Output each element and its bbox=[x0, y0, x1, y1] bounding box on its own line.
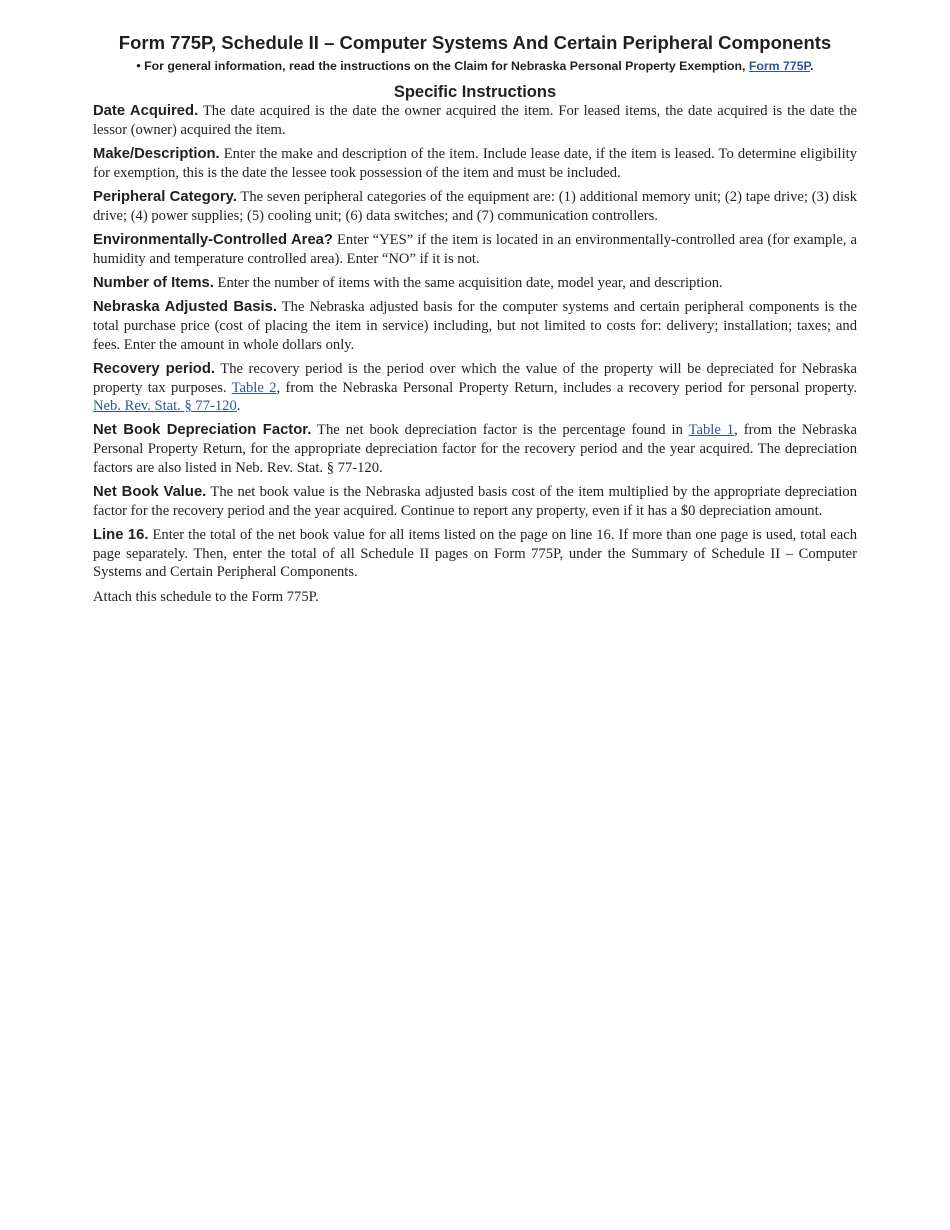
instruction-term: Date Acquired. bbox=[93, 103, 199, 119]
instruction-text: Enter the number of items with the same acquisition date, model year, and description. bbox=[213, 274, 723, 291]
environmentally-controlled-instruction bbox=[93, 231, 857, 268]
instruction-text: The Nebraska adjusted basis for the computer systems and certain peripheral components is the total purchase price (cost of placing the item in service) including, but not limited to costs for: delivery; installation; taxes; and fees. Enter the amount in whole dollars only. bbox=[93, 299, 857, 353]
attach-schedule-note: Attach this schedule to the Form 775P. bbox=[93, 588, 319, 605]
general-note-text: • For general information, read the instructions on the Claim for Nebraska Personal Property Exemption, bbox=[136, 59, 749, 73]
adjusted-basis-instruction bbox=[93, 298, 857, 354]
instruction-text: The net book value is the Nebraska adjusted basis cost of the item multiplied by the appropriate depreciation factor for the recovery period and the year acquired. Continue to report any property, even if it has a $0 depreciation amount. bbox=[93, 484, 857, 519]
instructions-page bbox=[93, 31, 857, 612]
instruction-term: Make/Description. bbox=[93, 145, 220, 162]
instruction-text: The date acquired is the date the owner acquired the item. For leased items, the date acquired is the date the lessor (owner) acquired the item. bbox=[93, 103, 858, 138]
instruction-text: The net book depreciation factor is the percentage found in bbox=[311, 422, 689, 439]
form-775p-link[interactable]: Form 775P bbox=[748, 59, 811, 73]
instruction-term: Peripheral Category. bbox=[93, 188, 237, 205]
instruction-term: Net Book Depreciation Factor. bbox=[93, 422, 312, 439]
instruction-text: The recovery period is the period over which the value of the property will be depreciated for Nebraska property tax purposes. bbox=[93, 360, 857, 396]
date-acquired-instruction bbox=[93, 102, 857, 139]
general-information-note bbox=[93, 58, 857, 74]
instruction-text: , from the Nebraska Personal Property Return, includes a recovery period for personal property. bbox=[276, 379, 858, 396]
form-title: Form 775P, Schedule II – Computer Systems And Certain Peripheral Components bbox=[118, 32, 832, 53]
make-description-instruction bbox=[93, 145, 857, 182]
instruction-text: Enter the total of the net book value for all items listed on the page on line 16. If more than one page is used, total each page separately. Then, enter the total of all Schedule II pages on Form 775P, under the Summary of Schedule II – Computer Systems and Certain Peripheral Components. bbox=[93, 527, 857, 581]
instruction-term: Nebraska Adjusted Basis. bbox=[93, 299, 277, 316]
instruction-term: Environmentally-Controlled Area? bbox=[93, 231, 333, 248]
table-1-link[interactable]: Table 1 bbox=[688, 422, 735, 439]
line-16-instruction bbox=[93, 526, 857, 582]
net-book-value-instruction bbox=[93, 483, 857, 520]
number-of-items-instruction bbox=[93, 274, 857, 293]
instruction-term: Recovery period. bbox=[93, 360, 215, 377]
instruction-term: Line 16. bbox=[93, 527, 149, 544]
instruction-text: The seven peripheral categories of the equipment are: (1) additional memory unit; (2) tape drive; (3) disk drive; (4) power supplies; (5) cooling unit; (6) data switches; and (7) communication controllers. bbox=[93, 188, 857, 224]
instructions-list bbox=[93, 102, 857, 606]
section-title: Specific Instructions bbox=[393, 83, 557, 101]
instruction-text: . bbox=[236, 398, 241, 415]
instruction-term: Number of Items. bbox=[93, 274, 214, 291]
instruction-text: Enter the make and description of the item. Include lease date, if the item is leased. To determine eligibility for exemption, this is the date the lessee took possession of the item and must be included. bbox=[93, 145, 857, 181]
peripheral-category-instruction bbox=[93, 188, 857, 225]
table-2-link[interactable]: Table 2 bbox=[231, 379, 277, 396]
statute-link[interactable]: Neb. Rev. Stat. § 77-120 bbox=[93, 398, 237, 415]
instruction-text: Enter “YES” if the item is located in an environmentally-controlled area (for example, a humidity and temperature controlled area). Enter “NO” if it is not. bbox=[93, 231, 857, 267]
depreciation-factor-instruction bbox=[93, 421, 857, 477]
instruction-term: Net Book Value. bbox=[93, 484, 207, 501]
instruction-text: , from the Nebraska Personal Property Return, for the appropriate depreciation factor for the recovery period and the year acquired. The depreciation factors are also listed in Neb. Rev. Stat. § 77-120. bbox=[93, 422, 857, 476]
recovery-period-instruction bbox=[93, 360, 857, 416]
general-note-suffix: . bbox=[810, 59, 814, 73]
